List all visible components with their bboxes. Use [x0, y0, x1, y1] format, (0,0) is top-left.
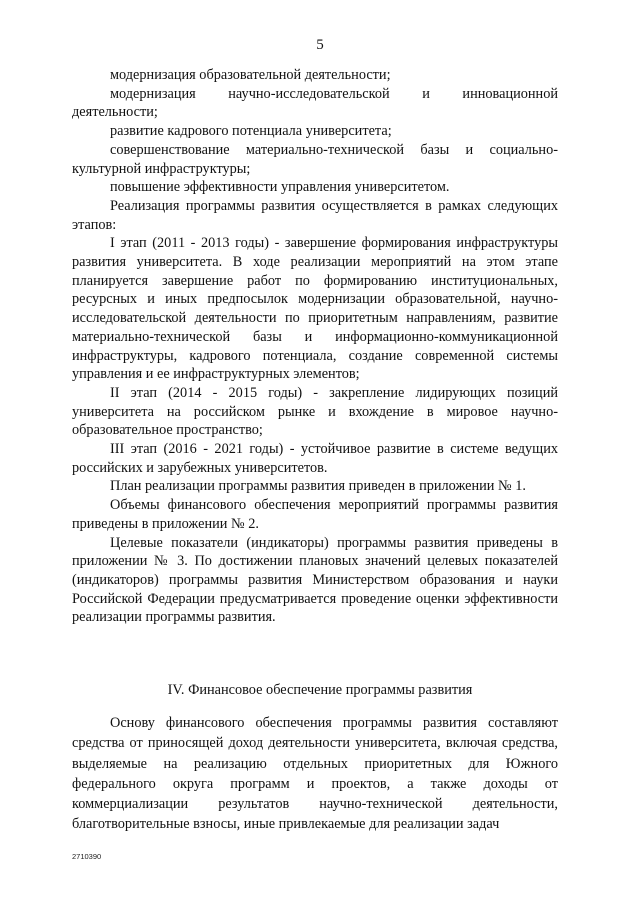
- document-body: [72, 66, 558, 627]
- paragraph-stage-1: I этап (2011 - 2013 годы) - завершение формирования инфраструктуры развития университета. В ходе реализации мероприятий на этом этапе планируется завершение работ по формированию институциональных, ресурсных и иных предпосылок модернизации образовательной, научно-исследовательской деятельности по приоритетным направлениям, развитие материально-технической базы и информационно-коммуникационной инфраструктуры, кадрового потенциала, создание современной системы управления и ее инфраструктурных элементов;: [72, 235, 558, 383]
- paragraph-appendix-2: Объемы финансового обеспечения мероприятий программы развития приведены в приложении № 2.: [72, 497, 558, 532]
- paragraph-stage-2: II этап (2014 - 2015 годы) - закрепление лидирующих позиций университета на российском рынке и вхождение в мировое научно-образовательное пространство;: [72, 384, 558, 439]
- paragraph-stage-3: III этап (2016 - 2021 годы) - устойчивое развитие в системе ведущих российских и зарубежных университетов.: [72, 441, 558, 476]
- section-heading: IV. Финансовое обеспечение программы развития: [167, 682, 473, 698]
- section-body: [72, 713, 558, 835]
- paragraph-management-efficiency: повышение эффективности управления университетом.: [110, 179, 450, 196]
- document-code: 2710390: [72, 852, 102, 861]
- paragraph-financing: Основу финансового обеспечения программы развития составляют средства от приносящей доход деятельности университета, включая средства, выделяемые на реализацию отдельных приоритетных для Южного федерального округа программ и проектов, а также доходы от коммерциализации результатов научно-технической деятельности, благотворительные взносы, иные привлекаемые для реализации задач: [72, 715, 558, 833]
- paragraph-infrastructure: совершенствование материально-технической базы и социально-культурной инфраструктуры;: [72, 141, 558, 177]
- paragraph-staff-potential: развитие кадрового потенциала университета;: [110, 123, 392, 140]
- page-number: 5: [316, 37, 324, 53]
- paragraph-appendix-1: План реализации программы развития приведен в приложении № 1.: [110, 478, 526, 495]
- paragraph-stages-intro: Реализация программы развития осуществляется в рамках следующих этапов:: [72, 197, 558, 233]
- paragraph-modernization-research: модернизация научно-исследовательской и инновационной деятельности;: [72, 85, 558, 121]
- paragraph-modernization-education: модернизация образовательной деятельности;: [110, 67, 391, 83]
- paragraph-appendix-3: Целевые показатели (индикаторы) программы развития приведены в приложении № 3. По достижении плановых значений целевых показателей (индикаторов) программы развития Министерством образования и науки Российской Федерации предусматривается проведение оценки эффективности реализации программы развития.: [72, 534, 558, 626]
